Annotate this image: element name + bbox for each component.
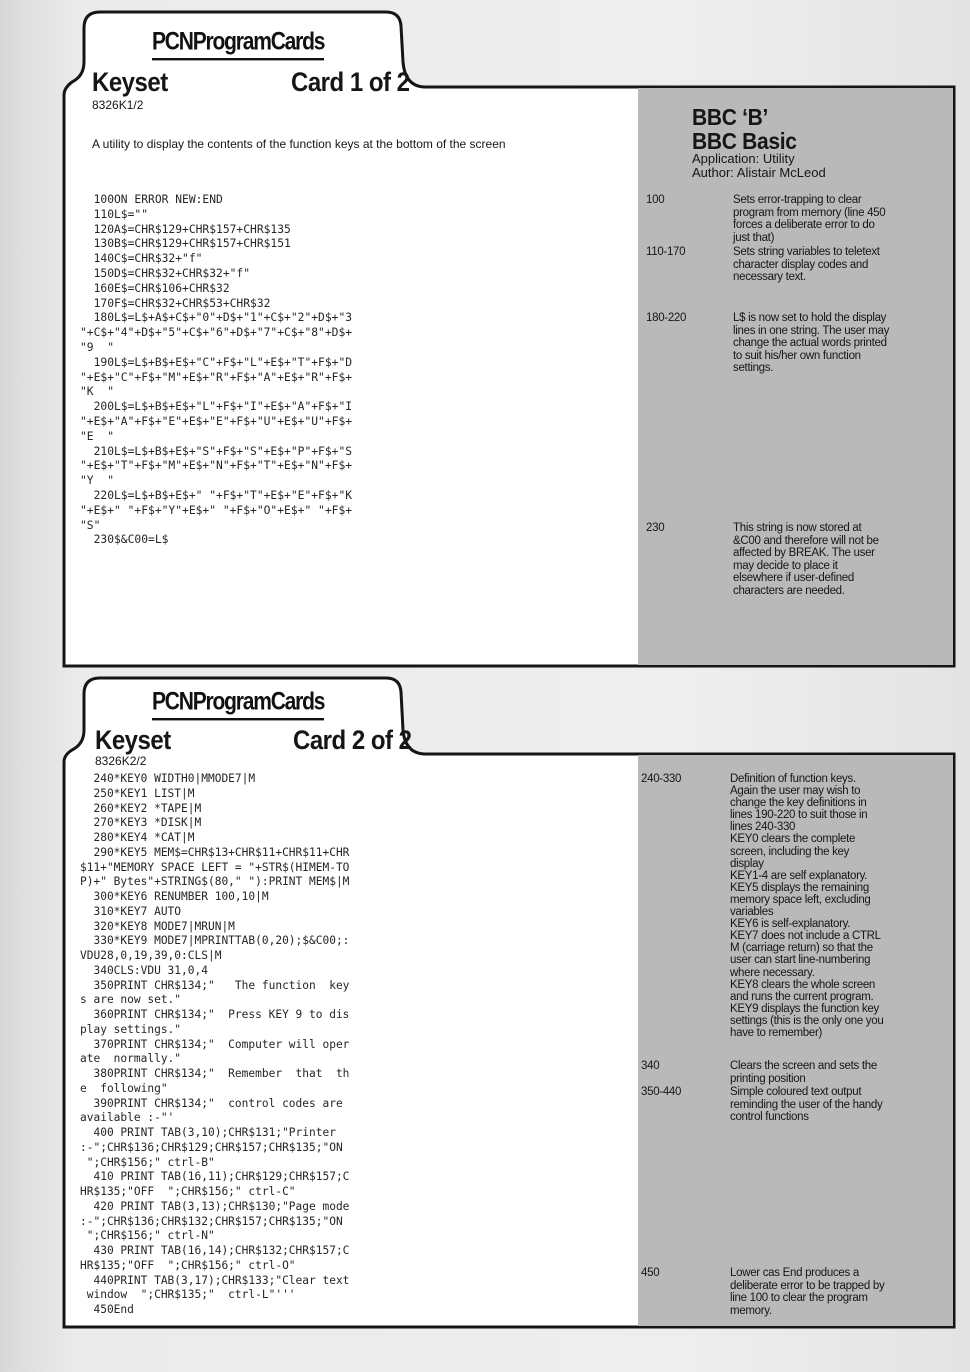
program-title: Keyset bbox=[95, 726, 171, 756]
annotation bbox=[641, 773, 946, 1053]
annotation-text: Definition of function keys. Again the user may wish to change the key definitions in lines 190-220 to suit those in lines 240-330 KEY0 clears the complete screen, including the key display KEY1-4 are self explanatory. KEY5 displays the remaining memory space left, excluding variables KEY6 is self-explanatory. KEY7 does not include a CTRL M (carriage return) so that the user can start line-numbering where necessary. KEY8 clears the whole screen and runs the current program. KEY9 displays the function key settings (this is the only one you have to remember) bbox=[730, 773, 884, 1039]
card-code: 8326K1/2 bbox=[92, 98, 144, 112]
annotation-line-number: 100 bbox=[646, 194, 665, 206]
annotation bbox=[641, 1086, 946, 1126]
annotation-line-number: 180-220 bbox=[646, 312, 687, 324]
card-code: 8326K2/2 bbox=[95, 754, 147, 768]
annotation-text: Simple coloured text output reminding the user of the handy control functions bbox=[730, 1086, 883, 1123]
program-title: Keyset bbox=[92, 68, 168, 98]
annotation-line-number: 240-330 bbox=[641, 773, 682, 785]
language-name: BBC Basic bbox=[692, 129, 797, 155]
program-card-2 bbox=[0, 672, 970, 1372]
machine-name: BBC ‘B’ bbox=[692, 105, 769, 131]
annotation-text: Sets string variables to teletext character display codes and necessary text. bbox=[733, 246, 880, 283]
card-number: Card 1 of 2 bbox=[291, 68, 410, 98]
annotation bbox=[646, 194, 946, 254]
annotation-line-number: 350-440 bbox=[641, 1086, 682, 1098]
annotation bbox=[646, 246, 946, 296]
annotation bbox=[646, 312, 946, 382]
application-line: Application: Utility bbox=[692, 151, 795, 166]
program-description: A utility to display the contents of the function keys at the bottom of the screen bbox=[92, 137, 506, 151]
annotation-line-number: 230 bbox=[646, 522, 665, 534]
annotation bbox=[646, 522, 946, 602]
program-listing-1: 100ON ERROR NEW:END 110L$="" 120A$=CHR$129+CHR$157+CHR$135 130B$=CHR$129+CHR$157+CHR$151 140C$=CHR$32+"f" 150D$=CHR$32+CHR$32+"f" 160E$=CHR$106+CHR$32 170F$=CHR$32+CHR$53+CHR$32 180L$=L$+A$+C$+"0"+D$+"1"+C$+"2"+D$+"3 "+C$+"4"+D$+"5"+C$+"6"+D$+"7"+C$+"8"+D$+ "9 " 190L$=L$+B$+E$+"C"+F$+"L"+E$+"T"+F$+"D "+E$+"C"+F$+"M"+E$+"R"+F$+"A"+E$+"R"+F$+ "K " 200L$=L$+B$+E$+"L"+F$+"I"+E$+"A"+F$+"I "+E$+"A"+F$+"E"+E$+"E"+F$+"U"+E$+"U"+F$+ "E " 210L$=L$+B$+E$+"S"+F$+"S"+E$+"P"+F$+"S "+E$+"T"+F$+"M"+E$+"N"+F$+"T"+E$+"N"+F$+ "Y " 220L$=L$+B$+E$+" "+F$+"T"+E$+"E"+F$+"K "+E$+" "+F$+"Y"+E$+" "+F$+"O"+E$+" "+F$+ "S" 230$&C00=L$ bbox=[80, 193, 353, 547]
annotation-text: Sets error-trapping to clear program from memory (line 450 forces a deliberate error to do just that) bbox=[733, 194, 886, 244]
program-listing-2: 240*KEY0 WIDTH0|MMODE7|M 250*KEY1 LIST|M 260*KEY2 *TAPE|M 270*KEY3 *DISK|M 280*KEY4 *CAT|M 290*KEY5 MEM$=CHR$13+CHR$11+CHR$11+CHR $11+"MEMORY SPACE LEFT = "+STR$(HIMEM-TO P)+" Bytes"+STRING$(80," "):PRINT MEM$|M 300*KEY6 RENUMBER 100,10|M 310*KEY7 AUTO 320*KEY8 MODE7|MRUN|M 330*KEY9 MODE7|MPRINTTAB(0,20);$&C00;: VDU28,0,19,39,0:CLS|M 340CLS:VDU 31,0,4 350PRINT CHR$134;" The function key s are now set." 360PRINT CHR$134;" Press KEY 9 to dis play settings." 370PRINT CHR$134;" Computer will oper ate normally." 380PRINT CHR$134;" Remember that th e following" 390PRINT CHR$134;" control codes are available :-"' 400 PRINT TAB(3,10);CHR$131;"Printer :-";CHR$136;CHR$129;CHR$157;CHR$135;"ON ";CHR$156;" ctrl-B" 410 PRINT TAB(16,11);CHR$129;CHR$157;C HR$135;"OFF ";CHR$156;" ctrl-C" 420 PRINT TAB(3,13);CHR$130;"Page mode :-";CHR$136;CHR$132;CHR$157;CHR$135;"ON ";CHR$156;" ctrl-N" 430 PRINT TAB(16,14);CHR$132;CHR$157;C HR$135;"OFF ";CHR$156;" ctrl-O" 440PRINT TAB(3,17);CHR$133;"Clear text window ";CHR$135;" ctrl-L"''' 450End bbox=[80, 772, 350, 1316]
annotation-line-number: 340 bbox=[641, 1060, 660, 1072]
annotation-text: This string is now stored at &C00 and therefore will not be affected by BREAK. The user may decide to place it elsewhere if user-defined characters are needed. bbox=[733, 522, 879, 597]
annotation-text: Lower cas End produces a deliberate error to be trapped by line 100 to clear the program memory. bbox=[730, 1267, 885, 1317]
card-number: Card 2 of 2 bbox=[293, 726, 412, 756]
annotation-text: L$ is now set to hold the display lines in one string. The user may change the actual words printed to suit his/her own function settings. bbox=[733, 312, 890, 374]
annotation-line-number: 110-170 bbox=[646, 246, 686, 258]
annotation-line-number: 450 bbox=[641, 1267, 660, 1279]
author-line: Author: Alistair McLeod bbox=[692, 165, 826, 180]
annotation bbox=[641, 1267, 946, 1322]
annotation-text: Clears the screen and sets the printing position bbox=[730, 1060, 877, 1085]
pcn-logo: PCNProgramCards bbox=[152, 28, 324, 60]
program-card-1 bbox=[0, 0, 970, 680]
pcn-logo: PCNProgramCards bbox=[152, 688, 324, 720]
